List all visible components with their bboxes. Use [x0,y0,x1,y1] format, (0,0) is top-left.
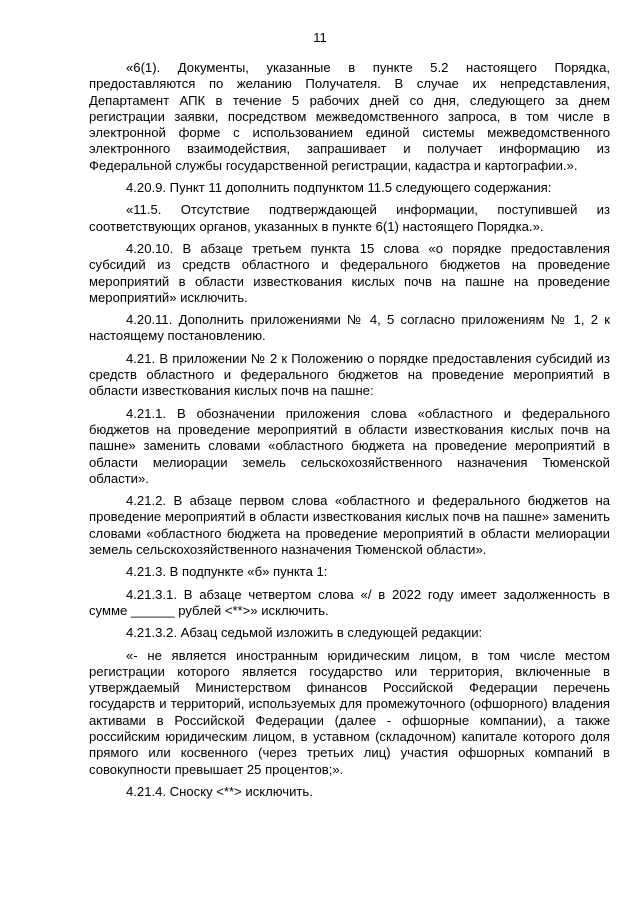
paragraph-4-20-9: 4.20.9. Пункт 11 дополнить подпунктом 11.5 следующего содержания: [126,180,552,196]
paragraph-4-20-10: 4.20.10. В абзаце третьем пункта 15 слова «о порядке предоставления субсидий из средств областного и федерального бюджетов на проведение мероприятий в области известкования кислых почв на пашне на проведение мероприятий» исключить. [89,240,610,305]
paragraph-4-20-11: 4.20.11. Дополнить приложениями № 4, 5 согласно приложениям № 1, 2 к настоящему постановлению. [89,312,610,344]
page-number: 11 [313,30,327,45]
paragraph-4-21-2: 4.21.2. В абзаце первом слова «областного и федерального бюджетов на проведение мероприятий в области известкования кислых почв на пашне» заменить словами «областного бюджета на проведение мероприятий в области мелиорации земель сельскохозяйственного назначения Тюменской области». [89,493,610,558]
paragraph-4-21-3-1: 4.21.3.1. В абзаце четвертом слова «/ в 2022 году имеет задолженность в сумме ______ рублей <**>» исключить. [89,586,610,618]
paragraph-4-21-3: 4.21.3. В подпункте «б» пункта 1: [126,564,328,580]
paragraph-4-21-3-2: 4.21.3.2. Абзац седьмой изложить в следующей редакции: [126,625,483,641]
paragraph-4-21: 4.21. В приложении № 2 к Положению о порядке предоставления субсидий из средств областного и федерального бюджетов на проведение мероприятий в области известкования кислых почв на пашне: [89,350,610,399]
paragraph-11-5: «11.5. Отсутствие подтверждающей информации, поступившей из соответствующих органов, указанных в пункте 6(1) настоящего Порядка.». [89,202,610,234]
paragraph-4-21-1: 4.21.1. В обозначении приложения слова «областного и федерального бюджетов на проведение мероприятий в области известкования кислых почв на пашне» заменить словами «областного бюджета на проведение мероприятий в области мелиорации земель сельскохозяйственного назначения Тюменской области». [89,405,610,486]
paragraph-offshore-clause: «- не является иностранным юридическим лицом, в том числе местом регистрации которого является государство или территория, включенные в утверждаемый Министерством финансов Российской Федерации перечень государств и территорий, используемых для промежуточного (офшорного) владения активами в Российской Федерации (далее - офшорные компании), а также российским юридическим лицом, в уставном (складочном) капитале которого доля прямого или косвенного (через третьих лиц) участия офшорных компаний в совокупности превышает 25 процентов;». [89,647,610,777]
paragraph-4-21-4: 4.21.4. Сноску <**> исключить. [126,783,313,799]
document-body [89,60,610,806]
paragraph-6-1: «6(1). Документы, указанные в пункте 5.2 настоящего Порядка, предоставляются по желанию Получателя. В случае их непредставления, Департамент АПК в течение 5 рабочих дней со дня, следующего за днем регистрации заявки, посредством межведомственного запроса, в том числе в электронной форме с использованием единой системы межведомственного электронного взаимодействия, запрашивает и получает информацию из Федеральной службы государственной регистрации, кадастра и картографии.». [89,60,610,173]
